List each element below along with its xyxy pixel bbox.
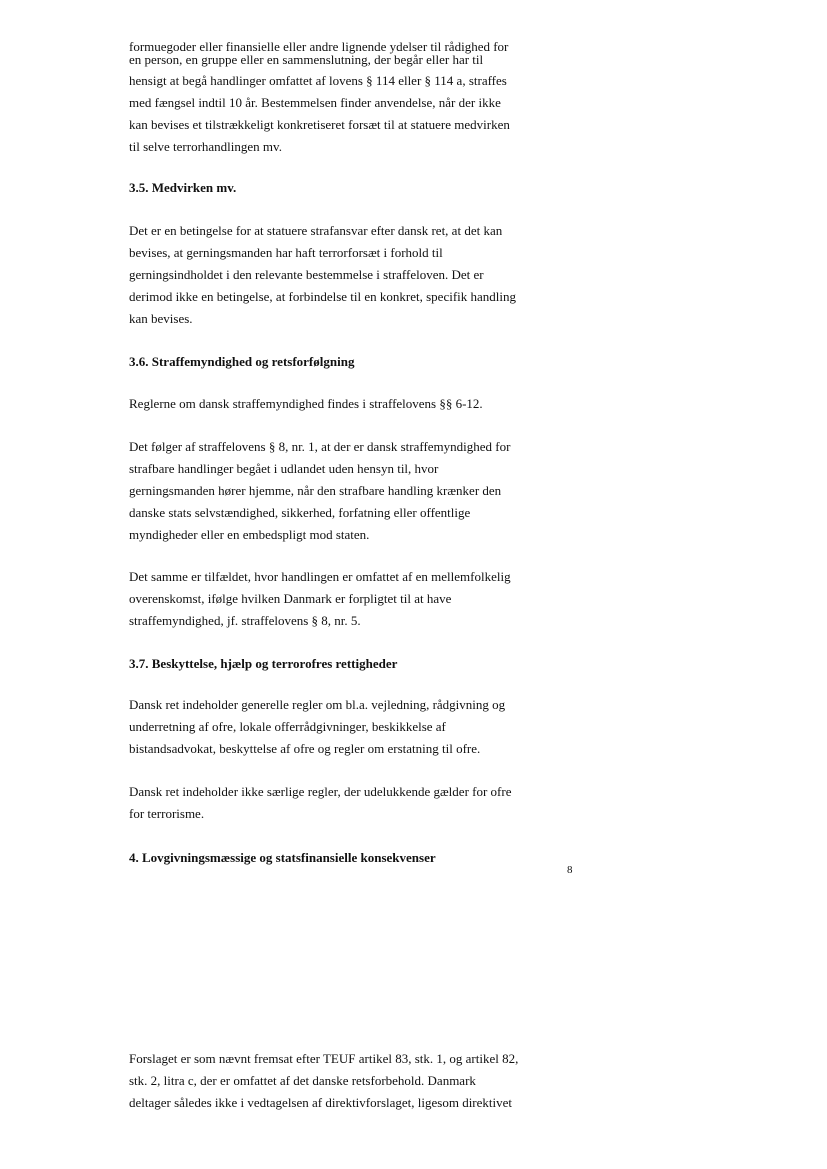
text-line: Forslaget er som nævnt fremsat efter TEUF artikel 83, stk. 1, og artikel 82, — [129, 1051, 519, 1066]
paragraph — [129, 781, 549, 825]
text-line: med fængsel indtil 10 år. Bestemmelsen finder anvendelse, når der ikke — [129, 94, 501, 110]
section-3-7 — [129, 653, 549, 675]
text-line: til selve terrorhandlingen mv. — [129, 138, 282, 154]
section-heading: 3.5. Medvirken mv. — [129, 180, 237, 195]
text-line: overenskomst, ifølge hvilken Danmark er forpligtet til at have — [129, 590, 452, 606]
page-number: 8 — [567, 864, 573, 876]
bottom-paragraph — [129, 1048, 549, 1114]
text-line: bevises, at gerningsmanden har haft terrorforsæt i forhold til — [129, 244, 443, 260]
text-line: straffemyndighed, jf. straffelovens § 8, nr. 5. — [129, 612, 361, 628]
text-line: gerningsindholdet i den relevante bestemmelse i straffeloven. Det er — [129, 266, 484, 282]
text-line: kan bevises et tilstrækkeligt konkretiseret forsæt til at statuere medvirken — [129, 116, 510, 132]
paragraph — [129, 436, 549, 546]
text-line: myndigheder eller en embedspligt mod staten. — [129, 526, 370, 542]
text-line: for terrorisme. — [129, 805, 205, 821]
text-line: derimod ikke en betingelse, at forbindelse til en konkret, specifik handling — [129, 288, 517, 304]
text-line: underretning af ofre, lokale offerrådgivninger, beskikkelse af — [129, 718, 446, 734]
top-paragraph-lines-3-6 — [129, 70, 549, 158]
paragraph — [129, 393, 549, 415]
text-line: danske stats selvstændighed, sikkerhed, forfatning eller offentlige — [129, 504, 471, 520]
text-line: deltager således ikke i vedtagelsen af direktivforslaget, ligesom direktivet — [129, 1094, 513, 1110]
text-line: Reglerne om dansk straffemyndighed findes i straffelovens §§ 6-12. — [129, 396, 483, 411]
section-3-6-paragraph-2 — [129, 436, 549, 546]
paragraph — [129, 1048, 549, 1114]
text-line: Dansk ret indeholder ikke særlige regler, der udelukkende gælder for ofre — [129, 784, 512, 799]
text-line: gerningsmanden hører hjemme, når den strafbare handling krænker den — [129, 482, 502, 498]
section-3-6 — [129, 351, 549, 373]
text-line: strafbare handlinger begået i udlandet uden hensyn til, hvor — [129, 460, 439, 476]
text-line: formuegoder eller finansielle eller andre lignende ydelser til rådighed for — [129, 39, 509, 54]
text-line: bistandsadvokat, beskyttelse af ofre og regler om erstatning til ofre. — [129, 740, 481, 756]
paragraph — [129, 566, 549, 632]
section-4 — [129, 847, 549, 869]
section-heading: 3.7. Beskyttelse, hjælp og terrorofres rettigheder — [129, 656, 398, 671]
section-3-7-paragraph-1 — [129, 694, 549, 760]
paragraph — [129, 694, 549, 760]
section-3-5-paragraph — [129, 220, 549, 330]
paragraph — [129, 220, 549, 330]
text-line: en person, en gruppe eller en sammenslutning, der begår eller har til — [129, 52, 484, 67]
section-3-5 — [129, 177, 549, 199]
section-heading: 3.6. Straffemyndighed og retsforfølgning — [129, 354, 355, 369]
text-line: stk. 2, litra c, der er omfattet af det danske retsforbehold. Danmark — [129, 1072, 476, 1088]
section-3-6-paragraph-1 — [129, 393, 549, 415]
text-line: kan bevises. — [129, 310, 193, 326]
top-paragraph — [129, 40, 549, 158]
top-paragraph-lines-1-2 — [129, 40, 549, 66]
text-line: Det er en betingelse for at statuere strafansvar efter dansk ret, at det kan — [129, 223, 503, 238]
text-line: Dansk ret indeholder generelle regler om bl.a. vejledning, rådgivning og — [129, 697, 506, 712]
section-3-6-paragraph-3 — [129, 566, 549, 632]
text-line: Det følger af straffelovens § 8, nr. 1, at der er dansk straffemyndighed for — [129, 439, 511, 454]
text-line: hensigt at begå handlinger omfattet af lovens § 114 eller § 114 a, straffes — [129, 73, 507, 88]
section-3-7-paragraph-2 — [129, 781, 549, 825]
text-line: Det samme er tilfældet, hvor handlingen er omfattet af en mellemfolkelig — [129, 569, 511, 584]
section-heading: 4. Lovgivningsmæssige og statsfinansielle konsekvenser — [129, 850, 436, 865]
